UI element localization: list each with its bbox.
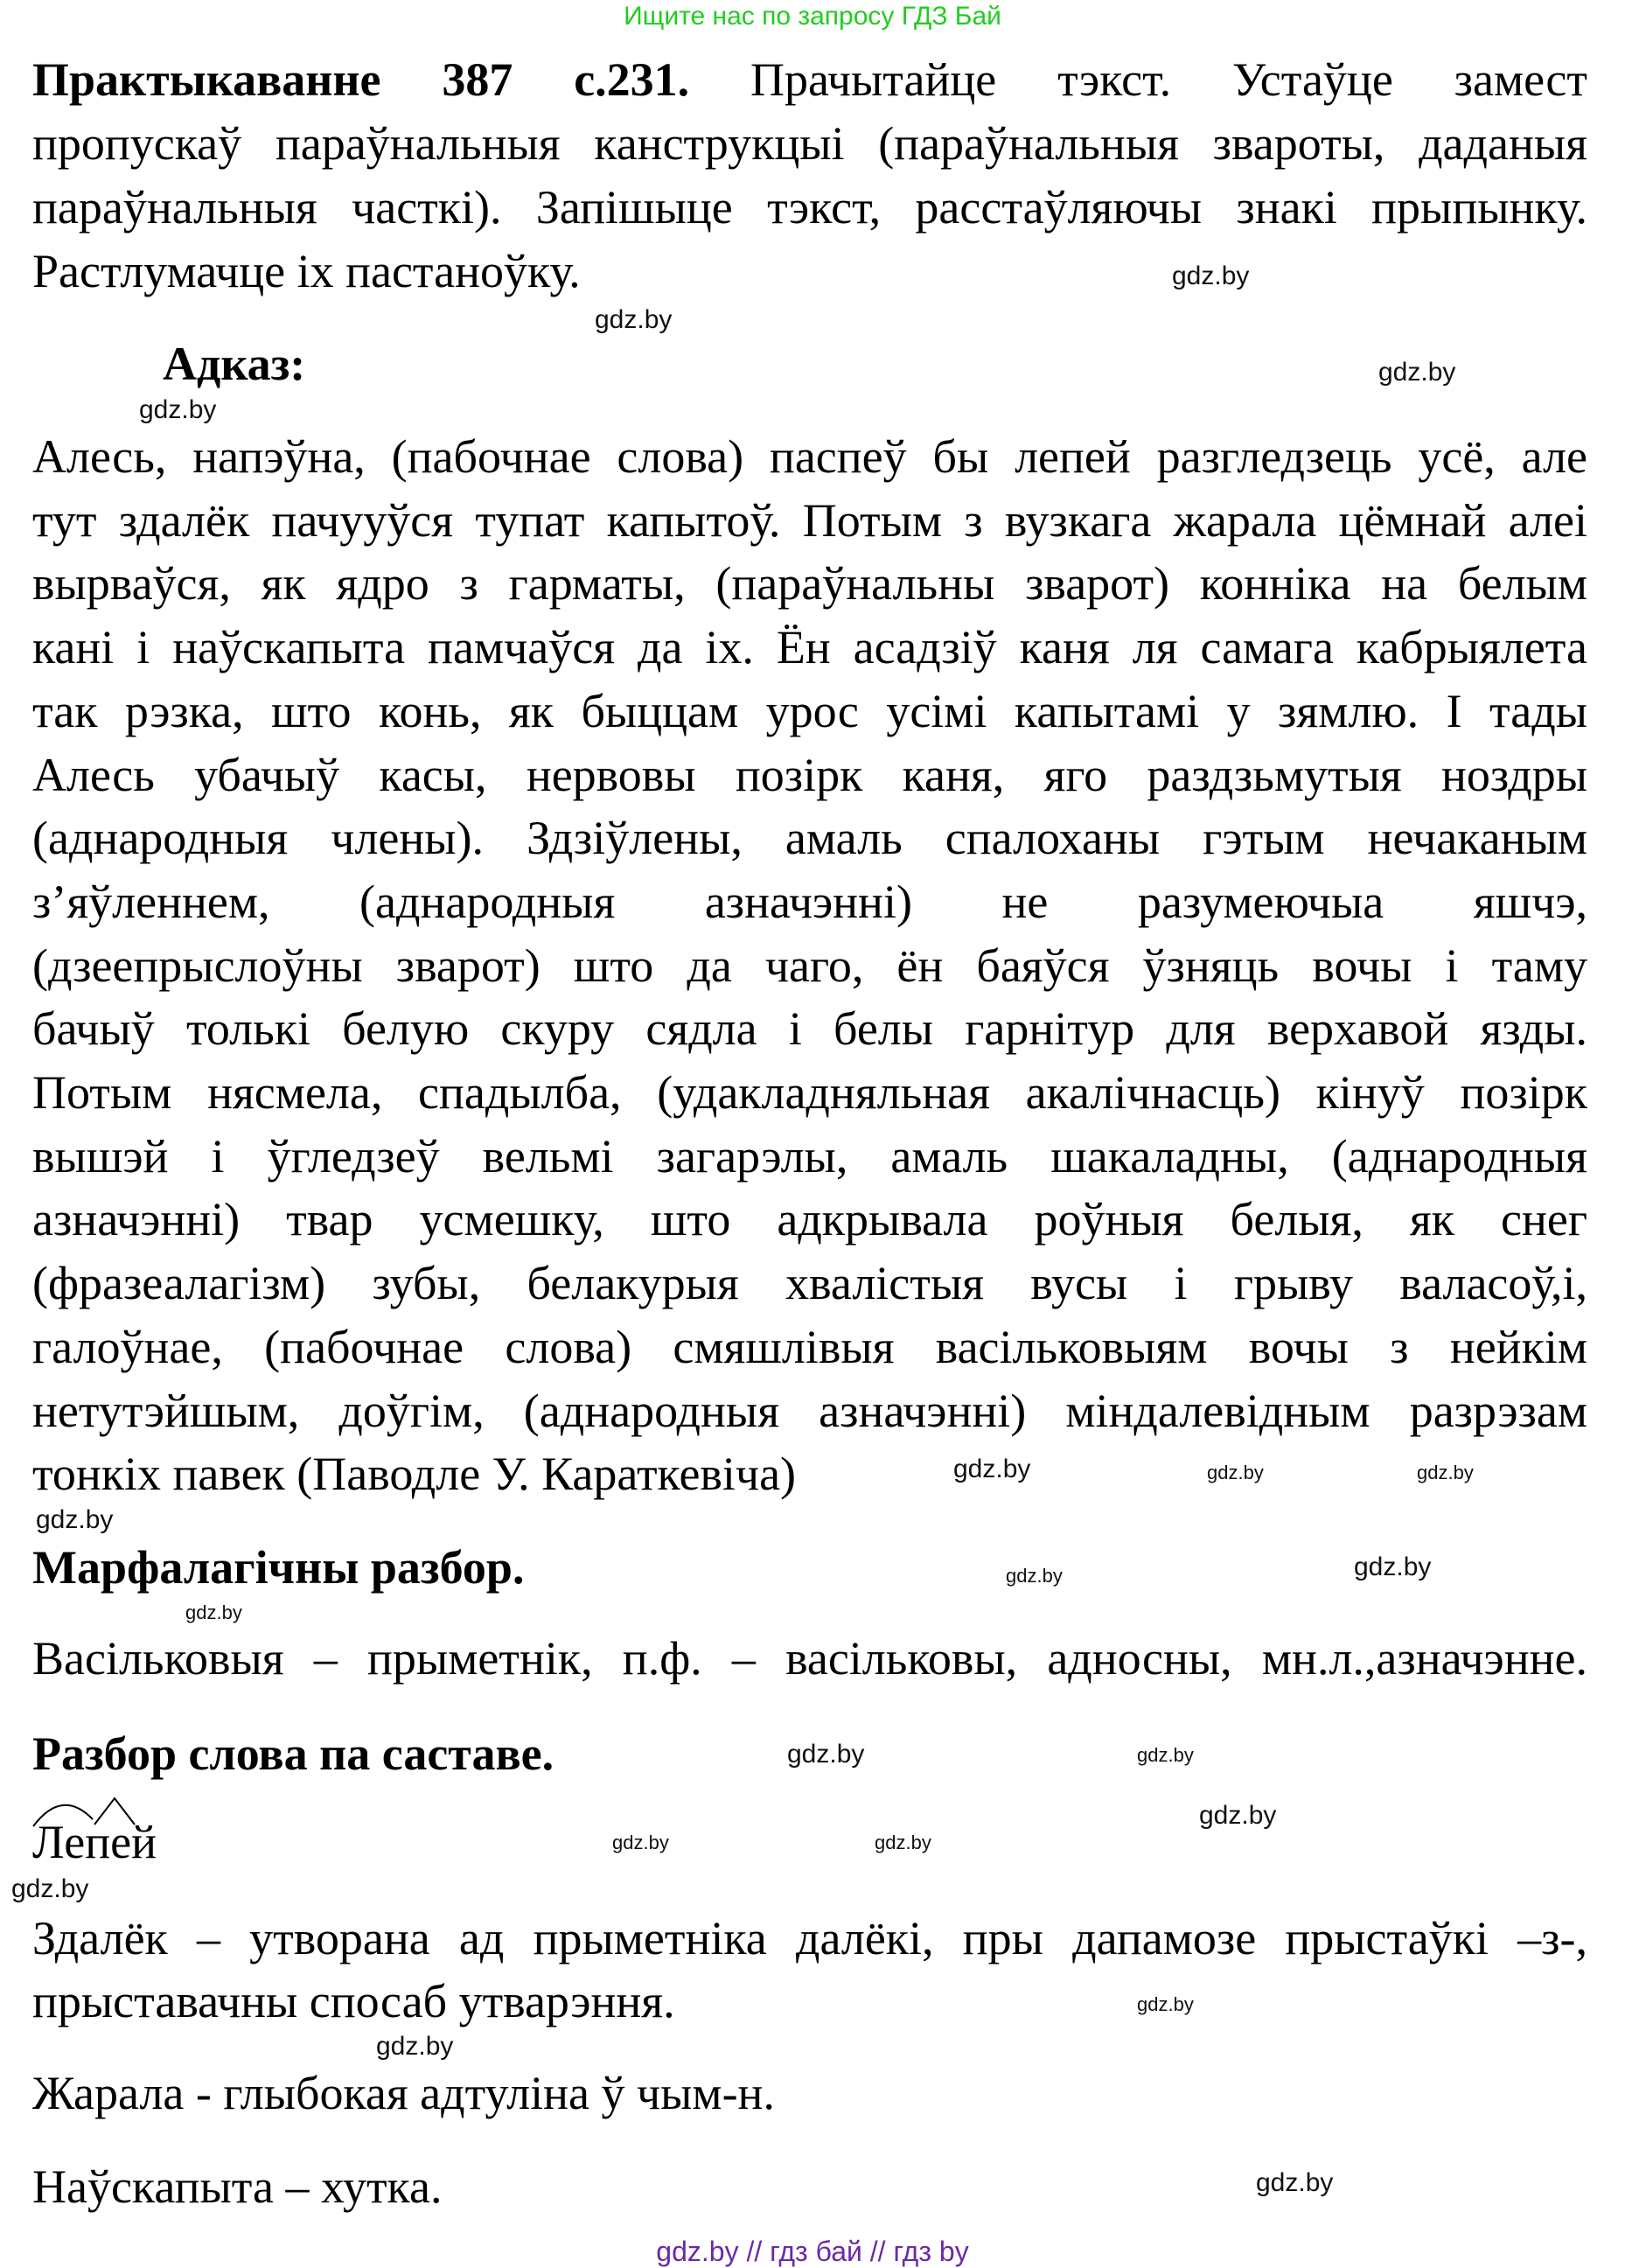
answer-line: тут здалёк пачууўся тупат капытоў. Потым з вузкага жарала цёмнай алеі (32, 493, 1587, 547)
answer-line: так рэзка, што конь, як быццам урос усімі капытамі у зямлю. І тады (32, 684, 1587, 737)
watermark: gdz.by (953, 1455, 1031, 1483)
watermark: gdz.by (595, 305, 673, 334)
watermark: gdz.by (36, 1505, 114, 1534)
task-line: параўнальныя часткі). Запішыце тэкст, расстаўляючы знакі прыпынку. (32, 181, 1587, 234)
composition-line: Жарала - глыбокая адтуліна ў чым-н. (32, 2067, 775, 2119)
answer-line: (аднародныя члены). Здзіўлены, амаль спалоханы гэтым нечаканым (32, 812, 1587, 865)
watermark: gdz.by (376, 2032, 454, 2061)
watermark: gdz.by (1006, 1565, 1063, 1587)
watermark: gdz.by (875, 1832, 931, 1853)
morph-text: Васільковыя – прыметнік, п.ф. – васільковы, адносны, мн.л.,азначэнне. (32, 1632, 1587, 1685)
answer-line: галоўнае, (пабочнае слова) смяшлівыя васільковыям вочы з нейкім (32, 1320, 1587, 1373)
answer-line: нетутэйшым, доўгім, (аднародныя азначэнні) міндалевідным разрэзам (32, 1384, 1587, 1437)
task-text: Прачытайце тэкст. Устаўце замест (750, 53, 1587, 106)
answer-heading: Адказ: (163, 338, 306, 390)
task-line: Растлумачце іх пастаноўку. (32, 245, 581, 297)
watermark: gdz.by (1199, 1801, 1277, 1830)
composition-heading: Разбор слова па саставе. (32, 1727, 554, 1780)
answer-line: Потым нясмела, спадылба, (удакладняльная акалічнасць) кінуў позірк (32, 1066, 1587, 1119)
answer-line: (дзеепрыслоўны зварот) што да чаго, ён баяўся ўзняць вочы і таму (32, 939, 1587, 992)
watermark: gdz.by (139, 395, 217, 424)
answer-line: (фразеалагізм) зубы, белакурыя хвалістыя вусы і грыву валасоў,і, (32, 1257, 1587, 1310)
watermark: gdz.by (1354, 1553, 1432, 1581)
answer-line: кані і наўскапыта памчаўся да іх. Ён асадзіў каня ля самага кабрыялета (32, 621, 1587, 674)
watermark: gdz.by (1137, 1744, 1194, 1766)
task-line (32, 48, 1587, 111)
task-title: Практыкаванне 387 с.231. (32, 53, 690, 106)
watermark: gdz.by (11, 1874, 89, 1903)
composition-line: Здалёк – утворана ад прыметніка далёкі, пры дапамозе прыстаўкі –з-, (32, 1912, 1587, 1964)
watermark: gdz.by (1378, 358, 1456, 387)
watermark: gdz.by (1207, 1462, 1264, 1483)
composition-line: прыставачны спосаб утварэння. (32, 1975, 675, 2027)
watermark: gdz.by (185, 1602, 242, 1623)
watermark: gdz.by (787, 1740, 865, 1769)
watermark: gdz.by (1172, 262, 1250, 290)
answer-line: тонкіх павек (Паводле У. Караткевіча) (32, 1448, 797, 1501)
answer-line: бачыў толькі белую скуру сядла і белы гарнітур для верхавой язды. (32, 1002, 1587, 1056)
search-banner: Ищите нас по запросу ГДЗ Бай (624, 2, 1001, 31)
answer-line: вышэй і ўгледзеў вельмі загарэлы, амаль шакаладны, (аднародныя (32, 1129, 1587, 1183)
answer-line: азначэнні) твар усмешку, што адкрывала роўныя белыя, як снег (32, 1193, 1587, 1246)
watermark: gdz.by (1137, 1993, 1194, 2015)
composition-word: Лепей (32, 1816, 157, 1868)
watermark: gdz.by (612, 1832, 669, 1853)
footer-links: gdz.by // гдз бай // гдз by (656, 2236, 969, 2267)
watermark: gdz.by (1256, 2168, 1334, 2197)
morph-heading: Марфалагічны разбор. (32, 1541, 525, 1594)
answer-line: з’яўленнем, (аднародныя азначэнні) не разумеючыа яшчэ, (32, 875, 1587, 928)
answer-line: вырваўся, як ядро з гарматы, (параўнальны зварот) конніка на белым (32, 557, 1587, 611)
watermark: gdz.by (1417, 1462, 1474, 1483)
composition-line: Наўскапыта – хутка. (32, 2160, 443, 2213)
task-line: пропускаў параўнальныя канструкцыі (параўнальныя звароты, даданыя (32, 117, 1587, 170)
answer-line: Алесь, напэўна, (пабочнае слова) паспеў бы лепей разгледзець усё, але (32, 430, 1587, 483)
answer-line: Алесь убачыў касы, нервовы позірк каня, яго раздзьмутыя ноздры (32, 748, 1587, 801)
